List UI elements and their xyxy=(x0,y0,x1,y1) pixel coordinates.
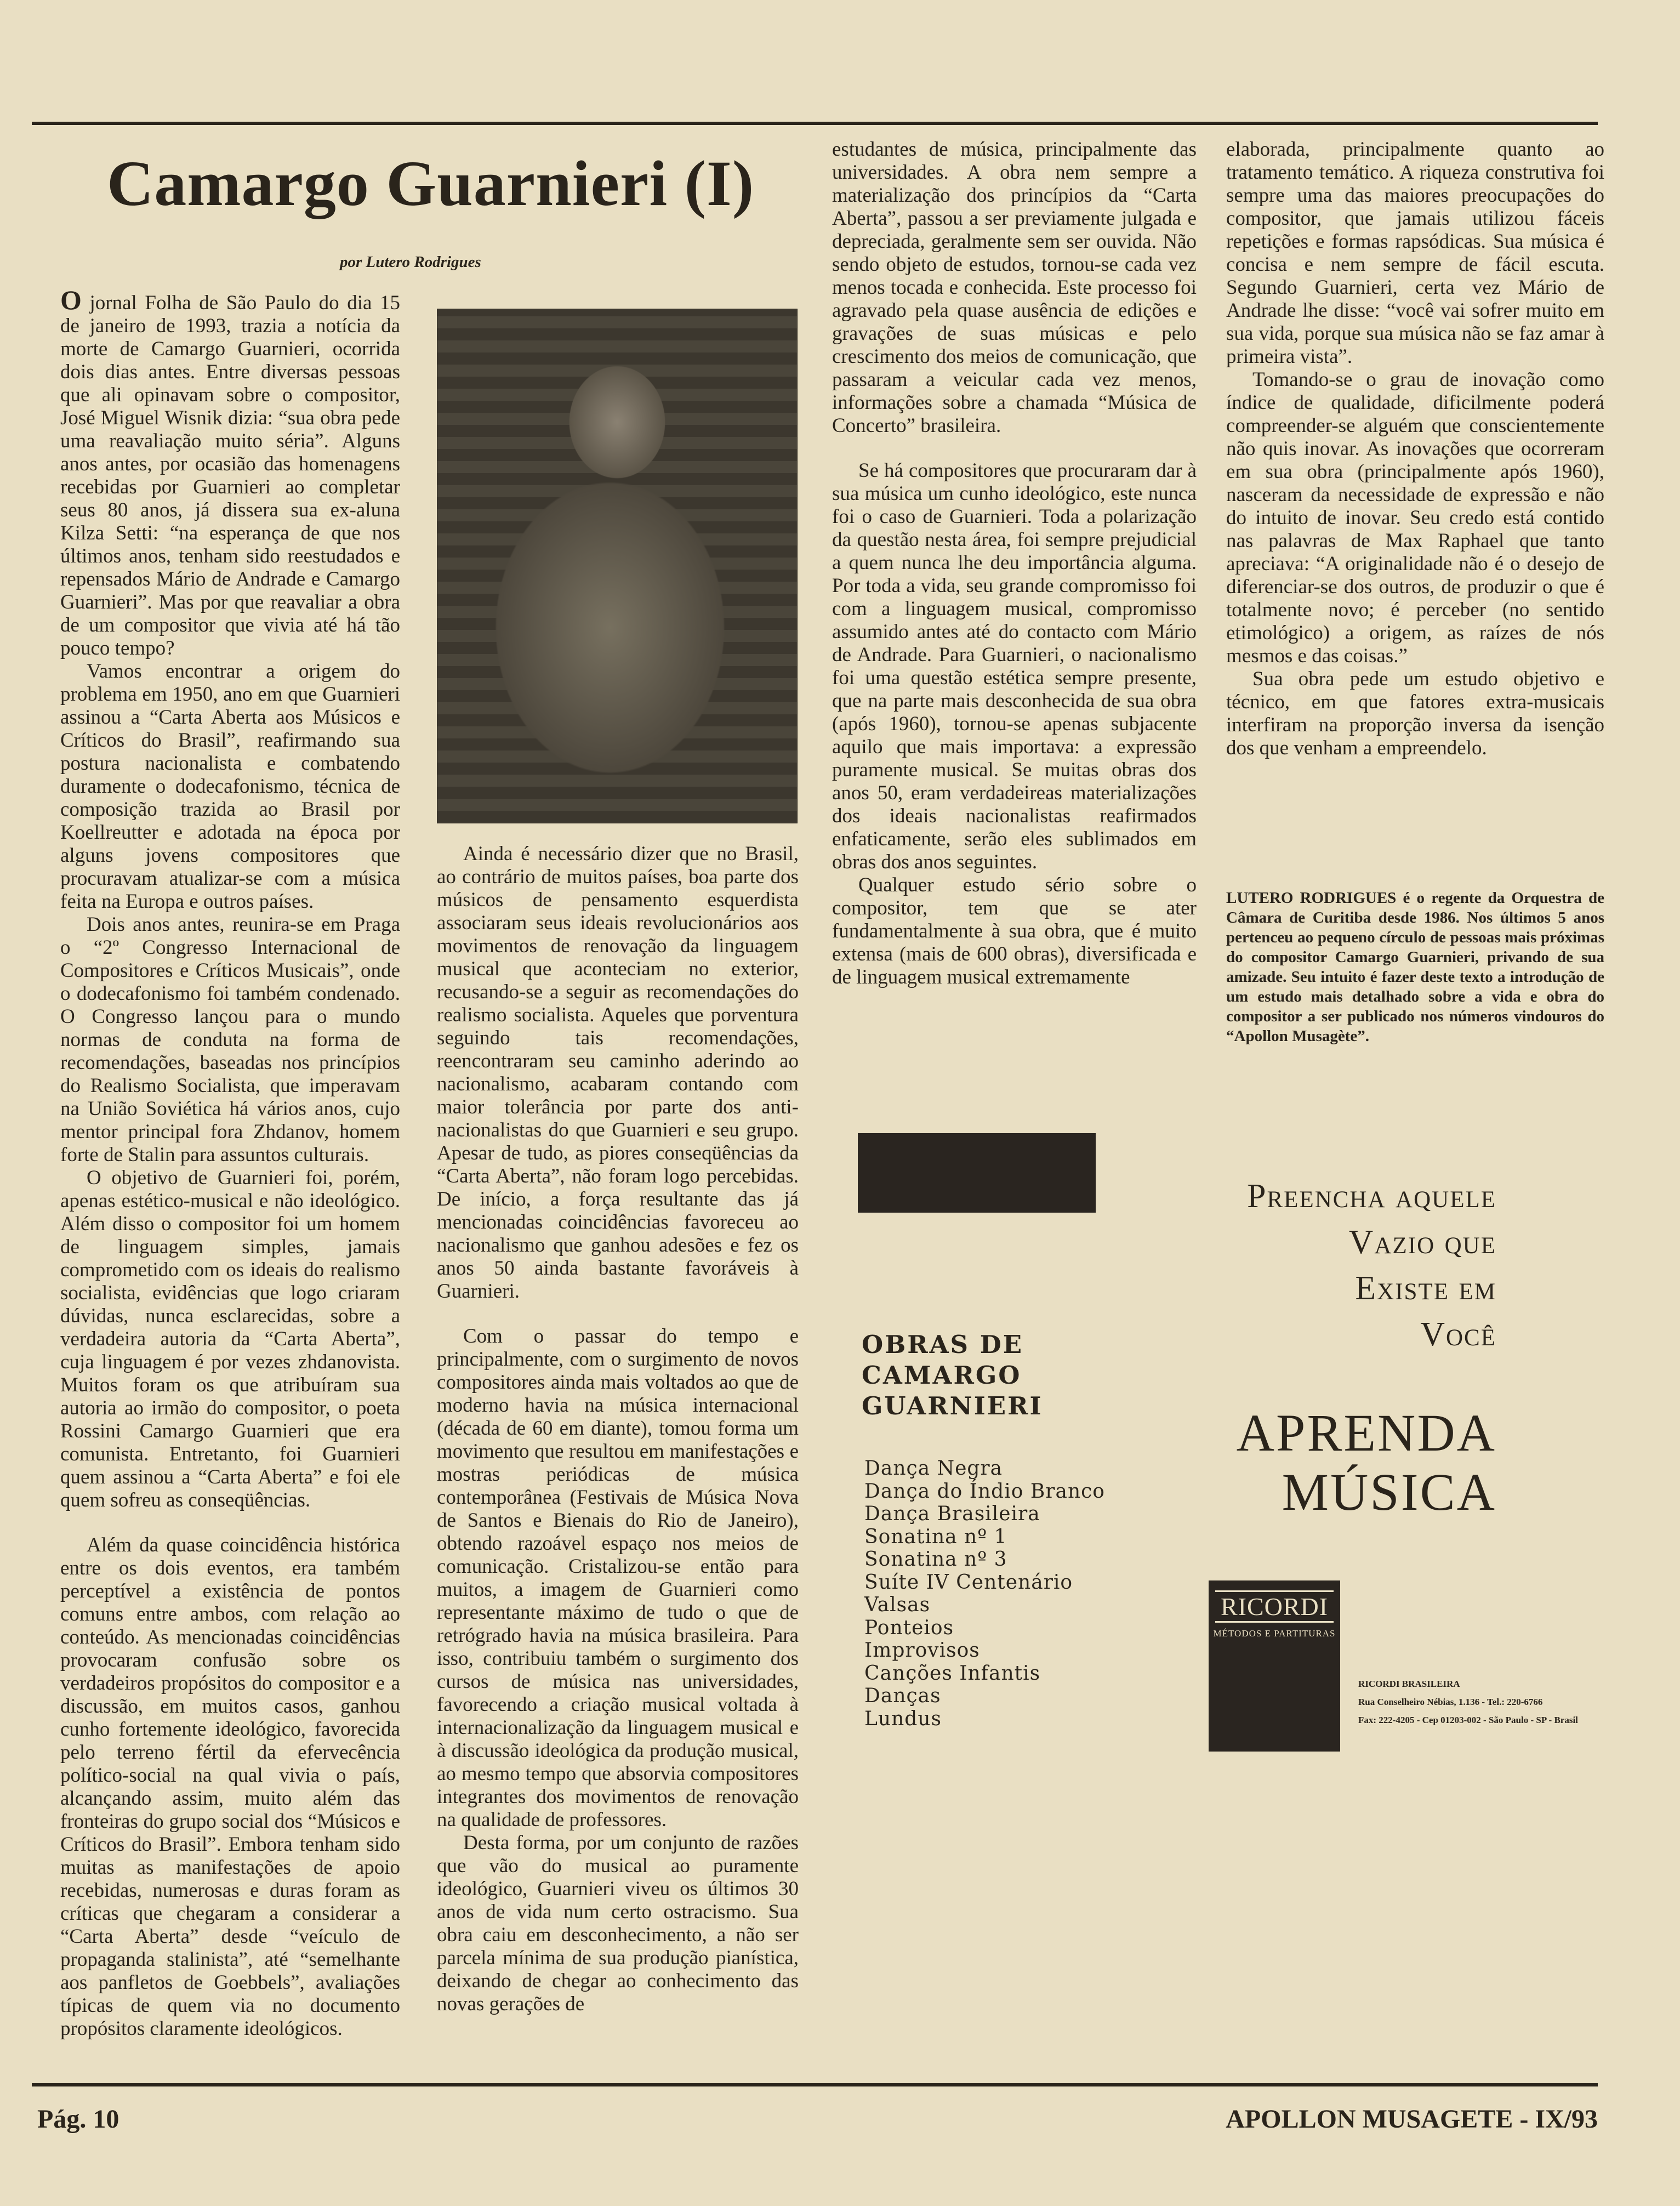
publication-info: APOLLON MUSAGETE - IX/93 xyxy=(1226,2105,1598,2134)
article-column-3 xyxy=(832,138,1197,989)
list-item: Dança Negra xyxy=(864,1457,1003,1480)
paragraph: Além da quase coincidência histórica entre os dois eventos, era também perceptível a existência de pontos comuns entre ambos, com relação ao conteúdo. As mencionadas coincidências provocaram confusão sobre os verdadeiros propósitos do compositor e a discussão, em muitos casos, ganhou cunho fortemente ideológico, favorecida pelo terreno fértil da efervecência político-social na qual vivia o país, alcançando assim, muito além das fronteiras do grupo social dos “Músicos e Críticos do Brasil”. Embora tenham sido muitas as manifestações de apoio recebidas, numerosas e duras foram as críticas que chegaram a considerar a “Carta Aberta” desde “veículo de propaganda stalinista”, até “semelhante aos panfletos de Goebbels”, avaliações típicas de quem via no documento propósitos claramente ideológicos. xyxy=(60,1534,400,2040)
list-item: Improvisos xyxy=(864,1639,980,1662)
list-item: Sonatina nº 1 xyxy=(864,1525,1007,1548)
paragraph: Ainda é necessário dizer que no Brasil, ao contrário de muitos países, boa parte dos músicos de pensamento esquerdista associaram seus ideais revolucionários aos movimentos de renovação da linguagem musical que aconteciam no exterior, recusando-se a seguir as recomendações do realismo socialista. Aqueles que porventura seguindo tais recomendações, reencontraram seu caminho aderindo ao nacionalismo, acabaram contando com maior tolerância por parte dos anti-nacionalistas do que Guarnieri e seu grupo. Apesar de tudo, as piores conseqüências da “Carta Aberta”, não foram logo percebidas. De início, a força resultante das já mencionadas coincidências favoreceu ao nacionalismo que ganhou adesões e fez os anos 50 ainda bastante favoráveis à Guarnieri. xyxy=(437,843,799,1303)
paragraph: Vamos encontrar a origem do problema em 1950, ano em que Guarnieri assinou a “Carta Aberta aos Músicos e Críticos do Brasil”, reafirmando sua postura nacionalista e combatendo duramente o dodecafonismo, técnica de composição trazida ao Brasil por Koellreutter e adotada na época por alguns jovens compositores que procuravam atualizar-se com a música feita na Europa e outros países. xyxy=(60,660,400,913)
list-item: Ponteios xyxy=(864,1616,954,1639)
headline-line: APRENDA xyxy=(1236,1403,1496,1462)
paragraph: O jornal Folha de São Paulo do dia 15 de janeiro de 1993, trazia a notícia da morte de Camargo Guarnieri, ocorrida dois dias antes. Entre diversas pessoas que ali opinavam sobre o compositor, José Miguel Wisnik dizia: “sua obra pede uma reavaliação muito séria”. Alguns anos antes, por ocasião das homenagens recebidas por Guarnieri ao completar seus 80 anos, já dissera sua ex-aluna Kilza Setti: “na esperança de que nos últimos anos, tenham sido reestudados e repensados Mário de Andrade e Camargo Guarnieri”. Mas por que reavaliar a obra de um compositor que vivia até há tão pouco tempo? xyxy=(60,285,400,659)
ricordi-logo xyxy=(1209,1580,1340,1752)
author-name: LUTERO RODRIGUES xyxy=(1226,889,1397,907)
article-byline: por Lutero Rodrigues xyxy=(340,253,481,271)
works-title: OBRAS DE CAMARGO GUARNIERI xyxy=(862,1330,1043,1420)
paragraph: estudantes de música, principalmente das universidades. A obra nem sempre a materialização dos princípios da “Carta Aberta”, passou a ser previamente julgada e depreciada, geralmente sem ser ouvida. Não sendo objeto de estudos, tornou-se cada vez menos tocada e conhecida. Este processo foi agravado pela quase ausência de edições e gravações de suas músicas e pelo crescimento dos meios de comunicação, que passaram a veicular cada vez menos, informações sobre a chamada “Música de Concerto” brasileira. xyxy=(832,138,1197,437)
paragraph: Desta forma, por um conjunto de razões que vão do musical ao puramente ideológico, Guarnieri viveu os últimos 30 anos de vida num certo ostracismo. Sua obra caiu em desconhecimento, a não ser parcela mínima de sua produção pianística, deixando de chegar ao conhecimento das novas gerações de xyxy=(437,1832,799,2015)
logo-name: RICORDI xyxy=(1215,1590,1334,1623)
ad-tagline xyxy=(1195,1173,1496,1357)
paragraph: O objetivo de Guarnieri foi, porém, apenas estético-musical e não ideológico. Além disso o compositor foi um homem de linguagem simples, jamais comprometido com os ideais do realismo socialista, evidências que logo criaram dúvidas, nunca esclarecidas, sobre a verdadeira autoria da “Carta Aberta”, cuja linguagem é por vezes zhdanovista. Muitos foram os que atribuíram sua autoria ao irmão do compositor, o poeta Rossini Camargo Guarnieri que era comunista. Entretanto, foi Guarnieri quem assinou a “Carta Aberta” e foi ele quem sofreu as conseqüências. xyxy=(60,1167,400,1511)
article-column-4 xyxy=(1226,138,1604,760)
list-item: Dança do Índio Branco xyxy=(864,1480,1105,1503)
list-item: Valsas xyxy=(864,1594,931,1616)
tagline-line: Vazio que xyxy=(1348,1224,1496,1261)
portrait-photo xyxy=(437,309,798,823)
tagline-line: Existe em xyxy=(1355,1270,1496,1307)
logo-subtitle: MÉTODOS E PARTITURAS xyxy=(1213,1628,1336,1639)
paragraph: Se há compositores que procuraram dar à sua música um cunho ideológico, este nunca foi o caso de Guarnieri. Toda a polarização da questão nesta área, foi sempre prejudicial a quem nunca lhe deu importância alguma. Por toda a vida, seu grande compromisso foi com a linguagem musical, compromisso assumido antes até do contacto com Mário de Andrade. Para Guarnieri, o nacionalismo foi uma questão estética sempre presente, que na parte mais desconhecida de sua obra (após 1960), tornou-se apenas subjacente aquilo que mais importava: a expressão puramente musical. Se muitas obras dos anos 50, eram verdadeireas materializações dos ideais nacionalistas reafirmados enfaticamente, serão eles sublimados em obras dos anos seguintes. xyxy=(832,459,1197,873)
list-item: Danças xyxy=(864,1685,941,1707)
dark-block xyxy=(858,1133,1096,1213)
tagline-line: Você xyxy=(1420,1316,1496,1353)
article-column-1 xyxy=(60,285,400,2040)
article-title: Camargo Guarnieri (I) xyxy=(107,147,755,219)
tagline-line: Preencha aquele xyxy=(1247,1178,1496,1215)
author-bio: LUTERO RODRIGUES é o regente da Orquestra de Câmara de Curitiba desde 1986. Nos últimos 5 anos pertenceu ao pequeno círculo de pessoas mais próximas do compositor Camargo Guarnieri, privando de sua amizade. Seu intuito é fazer deste texto a introdução de um estudo mais detalhado sobre a vida e obra do compositor a ser publicado nos números vindouros do “Apollon Musagète”. xyxy=(1226,889,1604,1045)
list-item: Lundus xyxy=(864,1707,942,1730)
ricordi-address: RICORDI BRASILEIRA Rua Conselheiro Nébias, 1.136 - Tel.: 220-6766 Fax: 222-4205 - Cep 01203-002 - São Paulo - SP - Brasil xyxy=(1358,1679,1578,1725)
article-column-2 xyxy=(437,843,799,2016)
list-item: Canções Infantis xyxy=(864,1662,1041,1685)
paragraph: Tomando-se o grau de inovação como índice de qualidade, dificilmente poderá compreender-se alguém que conscientemente não quis inovar. As inovações que ocorreram em sua obra (principalmente após 1960), nasceram da necessidade de expressão e não do intuito de inovar. Seu credo está contido nas palavras de Max Raphael que tanto apreciava: “A originalidade não é o desejo de diferenciar-se dos outros, de produzir o que é totalmente novo; é perceber (no sentido etimológico) a origem, as raízes de nós mesmos e das coisas.” xyxy=(1226,368,1604,667)
top-rule xyxy=(32,122,1598,125)
page-number: Pág. 10 xyxy=(37,2105,119,2134)
paragraph: Qualquer estudo sério sobre o compositor, tem que se ater fundamentalmente à sua obra, que é muito extensa (mais de 600 obras), diversificada e de linguagem musical extremamente xyxy=(832,874,1197,988)
list-item: Sonatina nº 3 xyxy=(864,1548,1007,1571)
drop-cap: O xyxy=(60,285,82,315)
headline-line: MÚSICA xyxy=(1282,1463,1496,1521)
list-item: Dança Brasileira xyxy=(864,1503,1040,1525)
paragraph: Sua obra pede um estudo objetivo e técnico, em que fatores extra-musicais interfiram na proporção inversa da isenção dos que venham a empreendelo. xyxy=(1226,668,1604,759)
bottom-rule xyxy=(32,2083,1598,2086)
ad-headline xyxy=(1195,1403,1496,1522)
paragraph: elaborada, principalmente quanto ao tratamento temático. A riqueza construtiva foi sempre uma das maiores preocupações do compositor, que jamais utilizou fáceis repetições e formas rapsódicas. Sua música é concisa e nem sempre de fácil escuta. Segundo Guarnieri, certa vez Mário de Andrade lhe disse: “você vai sofrer muito em sua vida, porque sua música não se faz amar à primeira vista”. xyxy=(1226,138,1604,368)
paragraph: Dois anos antes, reunira-se em Praga o “2º Congresso Internacional de Compositores e Críticos Musicais”, onde o dodecafonismo foi também condenado. O Congresso lançou para o mundo normas de conduta na forma de recomendações, baseadas nos princípios do Realismo Socialista, que imperavam na União Soviética há vários anos, cujo mentor principal fora Zhdanov, homem forte de Stalin para assuntos culturais. xyxy=(60,913,400,1166)
list-item: Suíte IV Centenário xyxy=(864,1571,1073,1594)
works-list xyxy=(864,1457,1105,1730)
paragraph: Com o passar do tempo e principalmente, com o surgimento de novos compositores ainda mais voltados ao que de moderno havia na música internacional (década de 60 em diante), tomou forma um movimento que resultou em manifestações e mostras periódicas de música contemporânea (Festivais de Música Nova de Santos e Bienais do Rio de Janeiro), obtendo razoável espaço nos meios de comunicação. Cristalizou-se então para muitos, a imagem de Guarnieri como representante máximo de tudo o que de retrógrado havia na música brasileira. Para isso, contribuiu também o surgimento dos cursos de música nas universidades, favorecendo a criação musical voltada à internacionalização da linguagem musical e à discussão ideológica da produção musical, ao mesmo tempo que absorvia compositores integrantes dos movimentos de renovação na qualidade de professores. xyxy=(437,1325,799,1831)
